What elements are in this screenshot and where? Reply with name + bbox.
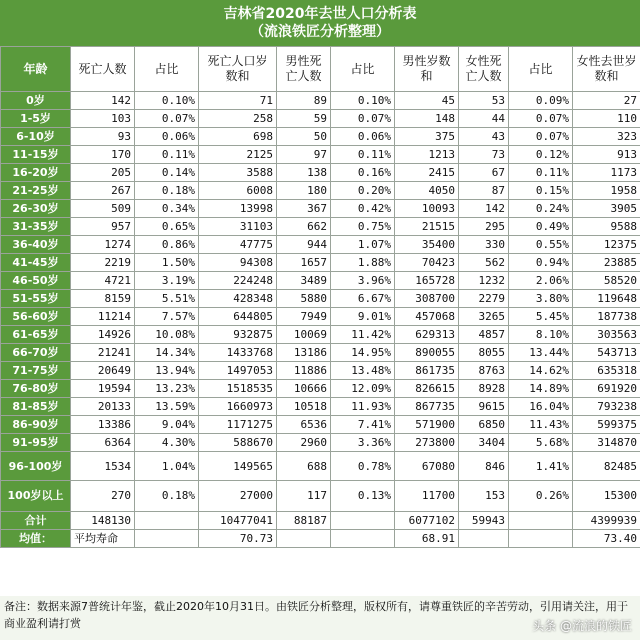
- cell-deaths: 270: [71, 481, 135, 512]
- cell-deaths: 509: [71, 200, 135, 218]
- header-female-deaths: 女性死亡人数: [459, 47, 509, 92]
- total-male-share: [331, 512, 395, 530]
- cell-female-deaths: 87: [459, 182, 509, 200]
- cell-share: 1.50%: [135, 254, 199, 272]
- cell-male-deaths: 89: [277, 92, 331, 110]
- header-age: 年龄: [1, 47, 71, 92]
- cell-female-share: 13.44%: [509, 344, 573, 362]
- cell-age: 91-95岁: [1, 434, 71, 452]
- cell-female-deaths: 8055: [459, 344, 509, 362]
- cell-male-share: 3.36%: [331, 434, 395, 452]
- cell-male-share: 0.11%: [331, 146, 395, 164]
- cell-male-age-sum: 35400: [395, 236, 459, 254]
- cell-deaths: 6364: [71, 434, 135, 452]
- cell-female-share: 8.10%: [509, 326, 573, 344]
- cell-female-share: 2.06%: [509, 272, 573, 290]
- cell-age: 1-5岁: [1, 110, 71, 128]
- cell-share: 10.08%: [135, 326, 199, 344]
- total-male-deaths: 88187: [277, 512, 331, 530]
- cell-age-sum: 644805: [199, 308, 277, 326]
- cell-male-share: 11.42%: [331, 326, 395, 344]
- cell-age-sum: 428348: [199, 290, 277, 308]
- cell-male-age-sum: 890055: [395, 344, 459, 362]
- cell-share: 0.18%: [135, 481, 199, 512]
- cell-age-sum: 27000: [199, 481, 277, 512]
- cell-male-share: 3.96%: [331, 272, 395, 290]
- header-share: 占比: [135, 47, 199, 92]
- cell-share: 0.34%: [135, 200, 199, 218]
- cell-deaths: 93: [71, 128, 135, 146]
- table-row: [1, 416, 640, 434]
- cell-male-deaths: 5880: [277, 290, 331, 308]
- cell-share: 0.06%: [135, 128, 199, 146]
- cell-deaths: 11214: [71, 308, 135, 326]
- cell-female-share: 14.89%: [509, 380, 573, 398]
- total-row: [1, 512, 640, 530]
- cell-age: 71-75岁: [1, 362, 71, 380]
- cell-female-deaths: 142: [459, 200, 509, 218]
- cell-female-age-sum: 58520: [573, 272, 640, 290]
- cell-deaths: 2219: [71, 254, 135, 272]
- cell-female-age-sum: 119648: [573, 290, 640, 308]
- cell-male-deaths: 3489: [277, 272, 331, 290]
- cell-female-deaths: 67: [459, 164, 509, 182]
- cell-share: 0.18%: [135, 182, 199, 200]
- cell-female-share: 1.41%: [509, 452, 573, 481]
- cell-male-age-sum: 867735: [395, 398, 459, 416]
- total-female-deaths: 59943: [459, 512, 509, 530]
- table-row: [1, 110, 640, 128]
- watermark: 头条 @流浪的铁匠: [532, 619, 632, 633]
- average-label: 均值：: [1, 530, 71, 548]
- cell-female-deaths: 2279: [459, 290, 509, 308]
- average-empty-1: [135, 530, 199, 548]
- table-row: [1, 434, 640, 452]
- cell-female-share: 14.62%: [509, 362, 573, 380]
- cell-share: 14.34%: [135, 344, 199, 362]
- cell-female-deaths: 9615: [459, 398, 509, 416]
- cell-male-share: 0.42%: [331, 200, 395, 218]
- cell-female-deaths: 4857: [459, 326, 509, 344]
- cell-age: 26-30岁: [1, 200, 71, 218]
- cell-female-share: 0.55%: [509, 236, 573, 254]
- cell-age: 16-20岁: [1, 164, 71, 182]
- header-age-sum: 死亡人口岁数和: [199, 47, 277, 92]
- cell-male-deaths: 50: [277, 128, 331, 146]
- cell-age-sum: 1171275: [199, 416, 277, 434]
- cell-male-age-sum: 21515: [395, 218, 459, 236]
- cell-male-age-sum: 10093: [395, 200, 459, 218]
- average-empty-2: [277, 530, 331, 548]
- cell-male-share: 0.16%: [331, 164, 395, 182]
- cell-female-deaths: 562: [459, 254, 509, 272]
- cell-age-sum: 1497053: [199, 362, 277, 380]
- cell-male-age-sum: 67080: [395, 452, 459, 481]
- cell-female-share: 0.07%: [509, 128, 573, 146]
- total-deaths: 148130: [71, 512, 135, 530]
- header-female-share: 占比: [509, 47, 573, 92]
- table-row: [1, 218, 640, 236]
- cell-male-age-sum: 826615: [395, 380, 459, 398]
- cell-share: 0.11%: [135, 146, 199, 164]
- cell-male-deaths: 6536: [277, 416, 331, 434]
- cell-deaths: 1534: [71, 452, 135, 481]
- cell-share: 0.14%: [135, 164, 199, 182]
- cell-male-share: 0.13%: [331, 481, 395, 512]
- cell-female-deaths: 846: [459, 452, 509, 481]
- cell-male-age-sum: 11700: [395, 481, 459, 512]
- table-title: [0, 0, 640, 46]
- cell-male-deaths: 1657: [277, 254, 331, 272]
- cell-male-deaths: 138: [277, 164, 331, 182]
- cell-male-deaths: 688: [277, 452, 331, 481]
- cell-female-share: 0.12%: [509, 146, 573, 164]
- table-row: [1, 308, 640, 326]
- cell-male-share: 1.88%: [331, 254, 395, 272]
- cell-female-share: 16.04%: [509, 398, 573, 416]
- cell-age: 31-35岁: [1, 218, 71, 236]
- cell-female-age-sum: 3905: [573, 200, 640, 218]
- cell-age: 66-70岁: [1, 344, 71, 362]
- cell-age: 0岁: [1, 92, 71, 110]
- cell-share: 7.57%: [135, 308, 199, 326]
- table-row: [1, 452, 640, 481]
- title-main: 吉林省2020年去世人口分析表: [223, 6, 417, 22]
- cell-age-sum: 258: [199, 110, 277, 128]
- cell-deaths: 8159: [71, 290, 135, 308]
- cell-male-age-sum: 571900: [395, 416, 459, 434]
- cell-male-deaths: 7949: [277, 308, 331, 326]
- cell-share: 0.07%: [135, 110, 199, 128]
- cell-deaths: 13386: [71, 416, 135, 434]
- cell-share: 13.23%: [135, 380, 199, 398]
- cell-male-deaths: 117: [277, 481, 331, 512]
- cell-female-age-sum: 27: [573, 92, 640, 110]
- cell-male-age-sum: 165728: [395, 272, 459, 290]
- table-row: [1, 146, 640, 164]
- cell-deaths: 205: [71, 164, 135, 182]
- cell-male-share: 0.06%: [331, 128, 395, 146]
- cell-age: 36-40岁: [1, 236, 71, 254]
- cell-age-sum: 71: [199, 92, 277, 110]
- cell-female-deaths: 153: [459, 481, 509, 512]
- cell-female-share: 0.07%: [509, 110, 573, 128]
- total-age-sum: 10477041: [199, 512, 277, 530]
- cell-deaths: 21241: [71, 344, 135, 362]
- cell-male-deaths: 11886: [277, 362, 331, 380]
- cell-female-deaths: 8763: [459, 362, 509, 380]
- cell-deaths: 170: [71, 146, 135, 164]
- cell-age: 21-25岁: [1, 182, 71, 200]
- table-row: [1, 200, 640, 218]
- table-row: [1, 290, 640, 308]
- cell-male-age-sum: 629313: [395, 326, 459, 344]
- cell-share: 3.19%: [135, 272, 199, 290]
- cell-female-age-sum: 303563: [573, 326, 640, 344]
- cell-male-age-sum: 70423: [395, 254, 459, 272]
- cell-age-sum: 1518535: [199, 380, 277, 398]
- cell-age: 86-90岁: [1, 416, 71, 434]
- cell-female-age-sum: 110: [573, 110, 640, 128]
- cell-male-age-sum: 457068: [395, 308, 459, 326]
- cell-age: 100岁以上: [1, 481, 71, 512]
- cell-female-age-sum: 691920: [573, 380, 640, 398]
- cell-share: 1.04%: [135, 452, 199, 481]
- cell-share: 0.65%: [135, 218, 199, 236]
- cell-female-age-sum: 1958: [573, 182, 640, 200]
- cell-female-age-sum: 635318: [573, 362, 640, 380]
- cell-male-share: 6.67%: [331, 290, 395, 308]
- cell-age-sum: 932875: [199, 326, 277, 344]
- cell-share: 0.10%: [135, 92, 199, 110]
- cell-male-share: 0.07%: [331, 110, 395, 128]
- cell-male-age-sum: 861735: [395, 362, 459, 380]
- cell-female-age-sum: 323: [573, 128, 640, 146]
- cell-age-sum: 13998: [199, 200, 277, 218]
- cell-male-deaths: 59: [277, 110, 331, 128]
- cell-female-age-sum: 543713: [573, 344, 640, 362]
- cell-female-age-sum: 793238: [573, 398, 640, 416]
- average-female: 73.40: [573, 530, 640, 548]
- table-row: [1, 481, 640, 512]
- cell-share: 5.51%: [135, 290, 199, 308]
- table-row: [1, 182, 640, 200]
- cell-male-share: 12.09%: [331, 380, 395, 398]
- table-row: [1, 380, 640, 398]
- cell-male-age-sum: 45: [395, 92, 459, 110]
- table-row: [1, 236, 640, 254]
- cell-male-share: 0.75%: [331, 218, 395, 236]
- cell-male-deaths: 944: [277, 236, 331, 254]
- cell-male-deaths: 180: [277, 182, 331, 200]
- cell-share: 4.30%: [135, 434, 199, 452]
- total-male-age-sum: 6077102: [395, 512, 459, 530]
- cell-share: 13.59%: [135, 398, 199, 416]
- average-all: 70.73: [199, 530, 277, 548]
- cell-deaths: 267: [71, 182, 135, 200]
- cell-age-sum: 224248: [199, 272, 277, 290]
- cell-male-share: 0.78%: [331, 452, 395, 481]
- cell-age: 6-10岁: [1, 128, 71, 146]
- cell-female-share: 5.68%: [509, 434, 573, 452]
- cell-female-deaths: 43: [459, 128, 509, 146]
- table-row: [1, 344, 640, 362]
- cell-age: 96-100岁: [1, 452, 71, 481]
- table-row: [1, 272, 640, 290]
- cell-male-share: 11.93%: [331, 398, 395, 416]
- cell-female-deaths: 1232: [459, 272, 509, 290]
- cell-female-deaths: 73: [459, 146, 509, 164]
- cell-female-share: 5.45%: [509, 308, 573, 326]
- table-row: [1, 164, 640, 182]
- cell-male-age-sum: 273800: [395, 434, 459, 452]
- cell-female-age-sum: 599375: [573, 416, 640, 434]
- cell-female-age-sum: 82485: [573, 452, 640, 481]
- cell-deaths: 1274: [71, 236, 135, 254]
- average-empty-4: [459, 530, 509, 548]
- total-female-share: [509, 512, 573, 530]
- cell-deaths: 20133: [71, 398, 135, 416]
- cell-age-sum: 3588: [199, 164, 277, 182]
- cell-male-deaths: 367: [277, 200, 331, 218]
- average-empty-3: [331, 530, 395, 548]
- cell-female-deaths: 330: [459, 236, 509, 254]
- cell-male-share: 13.48%: [331, 362, 395, 380]
- cell-male-deaths: 13186: [277, 344, 331, 362]
- header-female-age-sum: 女性去世岁数和: [573, 47, 640, 92]
- total-label: 合计: [1, 512, 71, 530]
- cell-male-age-sum: 1213: [395, 146, 459, 164]
- cell-age-sum: 2125: [199, 146, 277, 164]
- footnote: 备注：数据来源7普统计年鉴，截止2020年10月31日。由铁匠分析整理，版权所有，请尊重铁匠的辛苦劳动，引用请关注，用于商业盈利请打赏: [0, 596, 640, 640]
- header-male-deaths: 男性死亡人数: [277, 47, 331, 92]
- table-row: [1, 92, 640, 110]
- cell-female-age-sum: 23885: [573, 254, 640, 272]
- cell-share: 0.86%: [135, 236, 199, 254]
- total-share: [135, 512, 199, 530]
- table-row: [1, 128, 640, 146]
- table-row: [1, 362, 640, 380]
- cell-female-deaths: 3265: [459, 308, 509, 326]
- cell-female-share: 0.15%: [509, 182, 573, 200]
- cell-female-share: 0.94%: [509, 254, 573, 272]
- cell-male-age-sum: 308700: [395, 290, 459, 308]
- cell-share: 9.04%: [135, 416, 199, 434]
- cell-male-deaths: 10069: [277, 326, 331, 344]
- cell-female-age-sum: 1173: [573, 164, 640, 182]
- cell-age-sum: 6008: [199, 182, 277, 200]
- cell-deaths: 19594: [71, 380, 135, 398]
- cell-male-share: 1.07%: [331, 236, 395, 254]
- cell-deaths: 957: [71, 218, 135, 236]
- cell-female-age-sum: 314870: [573, 434, 640, 452]
- cell-female-share: 0.11%: [509, 164, 573, 182]
- cell-age-sum: 1433768: [199, 344, 277, 362]
- header-male-share: 占比: [331, 47, 395, 92]
- table-row: [1, 326, 640, 344]
- cell-male-deaths: 10518: [277, 398, 331, 416]
- cell-age: 56-60岁: [1, 308, 71, 326]
- cell-female-age-sum: 15300: [573, 481, 640, 512]
- cell-age-sum: 149565: [199, 452, 277, 481]
- average-row: [1, 530, 640, 548]
- cell-deaths: 14926: [71, 326, 135, 344]
- cell-age-sum: 31103: [199, 218, 277, 236]
- average-male: 68.91: [395, 530, 459, 548]
- cell-age: 81-85岁: [1, 398, 71, 416]
- average-empty-5: [509, 530, 573, 548]
- header-male-age-sum: 男性岁数和: [395, 47, 459, 92]
- title-sub: （流浪铁匠分析整理）: [250, 24, 390, 40]
- cell-female-share: 11.43%: [509, 416, 573, 434]
- cell-female-deaths: 8928: [459, 380, 509, 398]
- cell-male-age-sum: 2415: [395, 164, 459, 182]
- cell-age-sum: 47775: [199, 236, 277, 254]
- cell-male-deaths: 97: [277, 146, 331, 164]
- cell-female-deaths: 6850: [459, 416, 509, 434]
- cell-age: 51-55岁: [1, 290, 71, 308]
- cell-male-share: 0.10%: [331, 92, 395, 110]
- cell-age-sum: 94308: [199, 254, 277, 272]
- cell-age-sum: 588670: [199, 434, 277, 452]
- cell-female-share: 0.09%: [509, 92, 573, 110]
- table-body: [1, 92, 640, 512]
- average-sublabel: 平均寿命: [71, 530, 135, 548]
- cell-female-deaths: 295: [459, 218, 509, 236]
- cell-female-age-sum: 913: [573, 146, 640, 164]
- cell-deaths: 4721: [71, 272, 135, 290]
- cell-age: 76-80岁: [1, 380, 71, 398]
- cell-age-sum: 698: [199, 128, 277, 146]
- cell-age: 46-50岁: [1, 272, 71, 290]
- cell-male-share: 7.41%: [331, 416, 395, 434]
- header-deaths: 死亡人数: [71, 47, 135, 92]
- cell-female-age-sum: 187738: [573, 308, 640, 326]
- cell-male-age-sum: 148: [395, 110, 459, 128]
- total-female-age-sum: 4399939: [573, 512, 640, 530]
- cell-male-share: 9.01%: [331, 308, 395, 326]
- cell-male-age-sum: 4050: [395, 182, 459, 200]
- cell-female-share: 0.24%: [509, 200, 573, 218]
- cell-female-age-sum: 9588: [573, 218, 640, 236]
- cell-female-age-sum: 12375: [573, 236, 640, 254]
- cell-male-deaths: 10666: [277, 380, 331, 398]
- table-row: [1, 254, 640, 272]
- death-stats-table: [0, 46, 640, 548]
- cell-male-age-sum: 375: [395, 128, 459, 146]
- cell-female-deaths: 53: [459, 92, 509, 110]
- cell-age: 41-45岁: [1, 254, 71, 272]
- cell-male-deaths: 2960: [277, 434, 331, 452]
- cell-female-deaths: 44: [459, 110, 509, 128]
- cell-female-share: 0.26%: [509, 481, 573, 512]
- cell-age: 11-15岁: [1, 146, 71, 164]
- cell-female-share: 3.80%: [509, 290, 573, 308]
- header-row: [1, 47, 640, 92]
- cell-deaths: 142: [71, 92, 135, 110]
- cell-age-sum: 1660973: [199, 398, 277, 416]
- cell-male-share: 14.95%: [331, 344, 395, 362]
- cell-male-deaths: 662: [277, 218, 331, 236]
- cell-deaths: 103: [71, 110, 135, 128]
- cell-deaths: 20649: [71, 362, 135, 380]
- cell-male-share: 0.20%: [331, 182, 395, 200]
- cell-age: 61-65岁: [1, 326, 71, 344]
- cell-female-deaths: 3404: [459, 434, 509, 452]
- cell-female-share: 0.49%: [509, 218, 573, 236]
- cell-share: 13.94%: [135, 362, 199, 380]
- table-row: [1, 398, 640, 416]
